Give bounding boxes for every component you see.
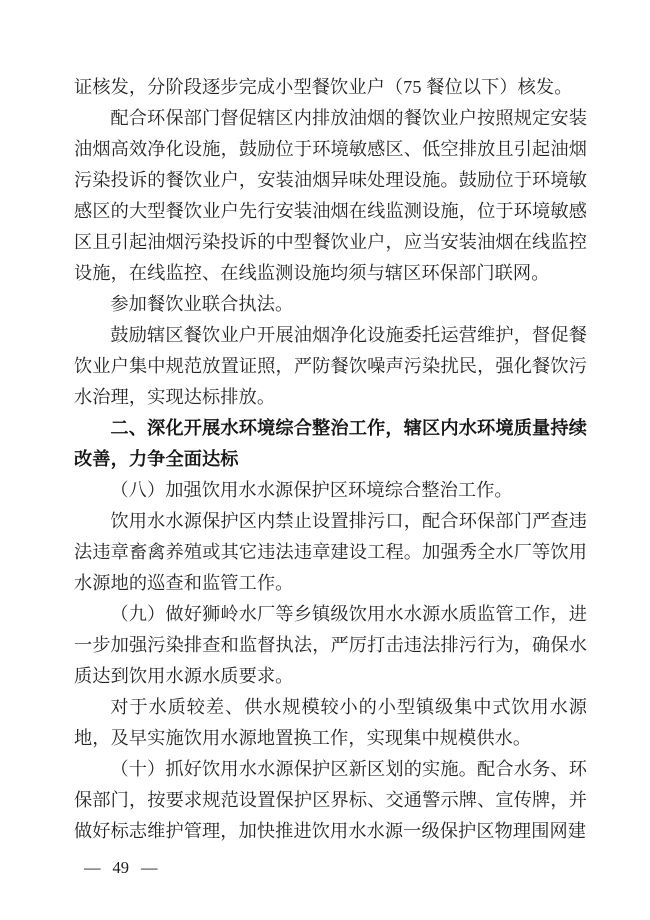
paragraph: 鼓励辖区餐饮业户开展油烟净化设施委托运营维护，督促餐饮业户集中规范放置证照，严防餐饮噪声污染扰民，强化餐饮污水治理，实现达标排放。 bbox=[74, 325, 587, 407]
paragraph: （九）做好狮岭水厂等乡镇级饮用水水源水质监管工作，进一步加强污染排查和监督执法，严厉打击违法排污行为，确保水质达到饮用水源水质要求。 bbox=[74, 604, 587, 686]
paragraph: 对于水质较差、供水规模较小的小型镇级集中式饮用水源地，及早实施饮用水源地置换工作，实现集中规模供水。 bbox=[74, 697, 587, 748]
paragraph: （八）加强饮用水水源保护区环境综合整治工作。 bbox=[110, 480, 513, 500]
paragraph: 证核发，分阶段逐步完成小型餐饮业户（75 餐位以下）核发。 bbox=[74, 77, 573, 97]
footer-right-dash: — bbox=[141, 858, 158, 877]
document-body bbox=[74, 72, 587, 847]
paragraph: 参加餐饮业联合执法。 bbox=[110, 294, 294, 314]
page-number: 49 bbox=[112, 858, 129, 877]
paragraph: 配合环保部门督促辖区内排放油烟的餐饮业户按照规定安装油烟高效净化设施，鼓励位于环境敏感区、低空排放且引起油烟污染投诉的餐饮业户，安装油烟异味处理设施。鼓励位于环境敏感区的大型餐饮业户先行安装油烟在线监测设施，位于环境敏感区且引起油烟污染投诉的中型餐饮业户，应当安装油烟在线监控设施，在线监控、在线监测设施均须与辖区环保部门联网。 bbox=[74, 108, 587, 283]
paragraph: 饮用水水源保护区内禁止设置排污口，配合环保部门严查违法违章畜禽养殖或其它违法违章建设工程。加强秀全水厂等饮用水源地的巡查和监管工作。 bbox=[74, 511, 587, 593]
section-heading: 二、深化开展水环境综合整治工作，辖区内水环境质量持续改善，力争全面达标 bbox=[74, 418, 587, 469]
footer-left-dash: — bbox=[84, 858, 101, 877]
page-footer bbox=[84, 856, 158, 880]
paragraph: （十）抓好饮用水水源保护区新区划的实施。配合水务、环保部门，按要求规范设置保护区界标、交通警示牌、宣传牌，并做好标志维护管理，加快推进饮用水水源一级保护区物理围网建 bbox=[74, 759, 587, 841]
